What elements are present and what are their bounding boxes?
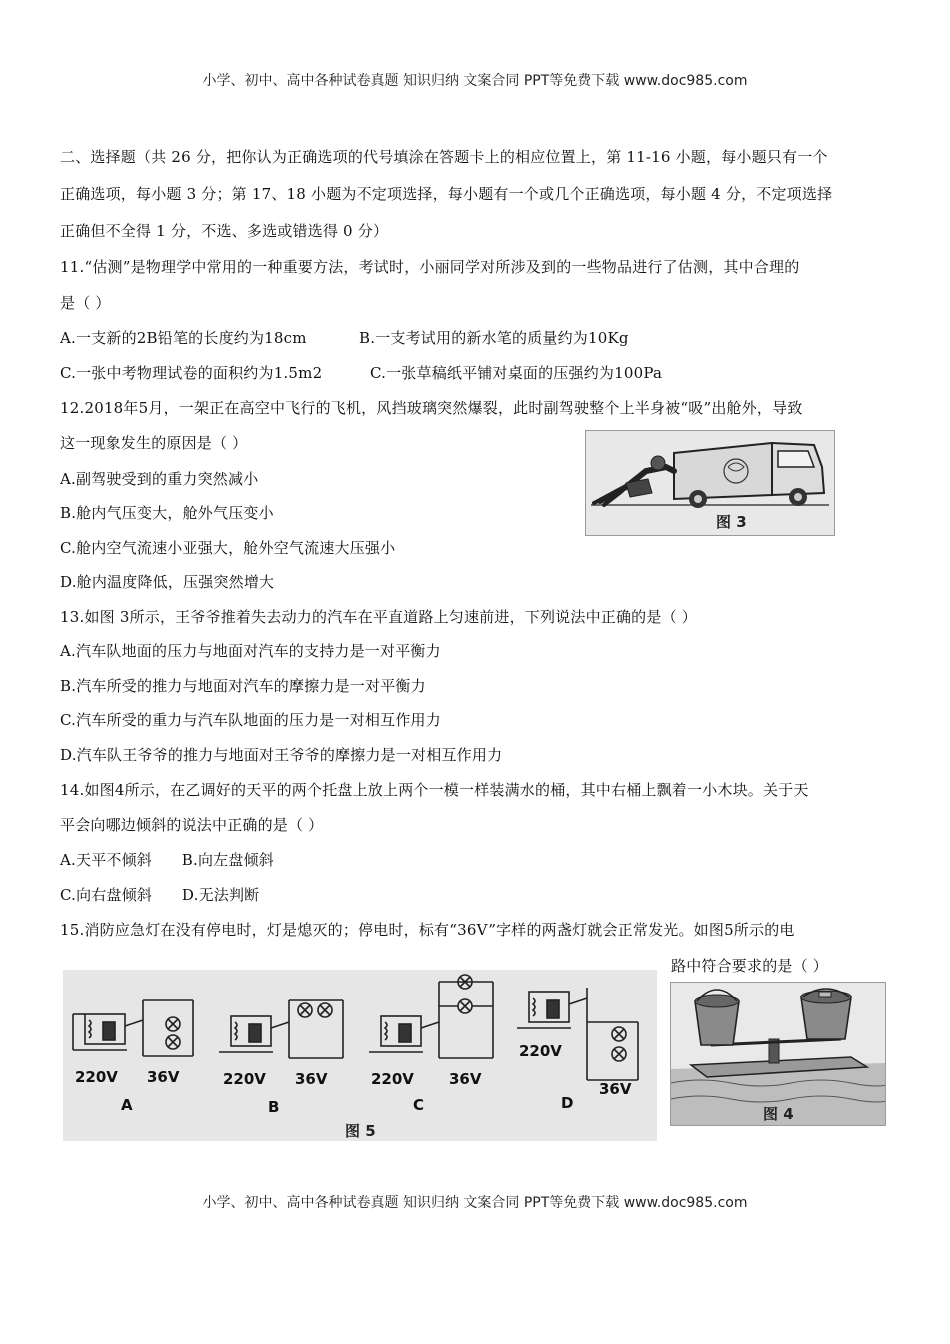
circuit-c-label: C — [413, 1096, 425, 1114]
circuit-d-label: D — [561, 1094, 574, 1112]
q14-stem-line-1: 14.如图4所示，在乙调好的天平的两个托盘上放上两个一模一样装满水的桶，其中右桶上飘着一小木块。关于天 — [60, 781, 809, 799]
q11-option-d: C.一张草稿纸平铺对桌面的压强约为100Pa — [370, 364, 663, 382]
q13-stem: 13.如图 3所示，王爷爷推着失去动力的汽车在平直道路上匀速前进，下列说法中正确的是（ ） — [60, 608, 697, 626]
q13-option-c: C.汽车所受的重力与汽车队地面的压力是一对相互作用力 — [60, 711, 441, 729]
figure-4-balance — [670, 982, 886, 1126]
figure-3-caption: 图 3 — [716, 513, 747, 531]
circuit-d-220v-label: 220V — [519, 1042, 562, 1060]
q12-stem-line-2: 这一现象发生的原因是（ ） — [60, 434, 248, 452]
q12-option-b: B.舱内气压变大，舱外气压变小 — [60, 504, 274, 522]
circuit-a-label: A — [121, 1096, 133, 1114]
q11-stem-line-2: 是（ ） — [60, 294, 111, 312]
q12-option-c: C.舱内空气流速小亚强大，舱外空气流速大压强小 — [60, 539, 396, 557]
q11-option-a: A.一支新的2B铅笔的长度约为18cm — [60, 329, 307, 347]
q13-option-d: D.汽车队王爷爷的推力与地面对王爷爷的摩擦力是一对相互作用力 — [60, 746, 503, 764]
q11-option-c: C.一张中考物理试卷的面积约为1.5m2 — [60, 364, 323, 382]
q13-option-b: B.汽车所受的推力与地面对汽车的摩擦力是一对平衡力 — [60, 677, 426, 695]
q12-option-a: A.副驾驶受到的重力突然减小 — [60, 470, 259, 488]
section-instructions-line-3: 正确但不全得 1 分，不选、多选或错选得 0 分） — [60, 222, 389, 240]
q15-stem-line-2: 路中符合要求的是（ ） — [671, 957, 828, 975]
circuit-d-36v-label: 36V — [599, 1080, 632, 1098]
circuit-b-36v-label: 36V — [295, 1070, 328, 1088]
figure-3-drawing — [586, 431, 834, 535]
circuit-b-label: B — [268, 1098, 280, 1116]
figure-5-caption: 图 5 — [345, 1122, 376, 1140]
q14-stem-line-2: 平会向哪边倾斜的说法中正确的是（ ） — [60, 816, 324, 834]
circuit-c-36v-label: 36V — [449, 1070, 482, 1088]
figure-3-truck — [585, 430, 835, 536]
circuit-a-220v-label: 220V — [75, 1068, 118, 1086]
q14-options-ab: A.天平不倾斜 B.向左盘倾斜 — [60, 851, 275, 869]
q11-stem-line-1: 11.“估测”是物理学中常用的一种重要方法，考试时，小丽同学对所涉及到的一些物品进行了估测，其中合理的 — [60, 258, 800, 276]
q12-stem-line-1: 12.2018年5月，一架正在高空中飞行的飞机，风挡玻璃突然爆裂，此时副驾驶整个上半身被“吸”出舱外，导致 — [60, 399, 803, 417]
figure-5-drawing — [63, 970, 657, 1141]
circuit-a-36v-label: 36V — [147, 1068, 180, 1086]
figure-4-caption: 图 4 — [763, 1105, 794, 1123]
q13-option-a: A.汽车队地面的压力与地面对汽车的支持力是一对平衡力 — [60, 642, 441, 660]
page-footer: 小学、初中、高中各种试卷真题 知识归纳 文案合同 PPT等免费下载 www.doc985.com — [202, 1195, 748, 1211]
section-instructions-line-1: 二、选择题（共 26 分，把你认为正确选项的代号填涂在答题卡上的相应位置上，第 11-16 小题，每小题只有一个 — [60, 148, 828, 166]
circuit-b-220v-label: 220V — [223, 1070, 266, 1088]
figure-4-drawing — [671, 983, 885, 1125]
circuit-c-220v-label: 220V — [371, 1070, 414, 1088]
q11-option-b: B.一支考试用的新水笔的质量约为10Kg — [359, 329, 629, 347]
page-header: 小学、初中、高中各种试卷真题 知识归纳 文案合同 PPT等免费下载 www.doc985.com — [202, 73, 748, 89]
section-instructions-line-2: 正确选项，每小题 3 分；第 17、18 小题为不定项选择，每小题有一个或几个正确选项，每小题 4 分，不定项选择 — [60, 185, 833, 203]
q15-stem-line-1: 15.消防应急灯在没有停电时，灯是熄灭的；停电时，标有“36V”字样的两盏灯就会正常发光。如图5所示的电 — [60, 921, 795, 939]
q14-options-cd: C.向右盘倾斜 D.无法判断 — [60, 886, 260, 904]
q12-option-d: D.舱内温度降低，压强突然增大 — [60, 573, 275, 591]
figure-5-circuits — [63, 970, 657, 1141]
